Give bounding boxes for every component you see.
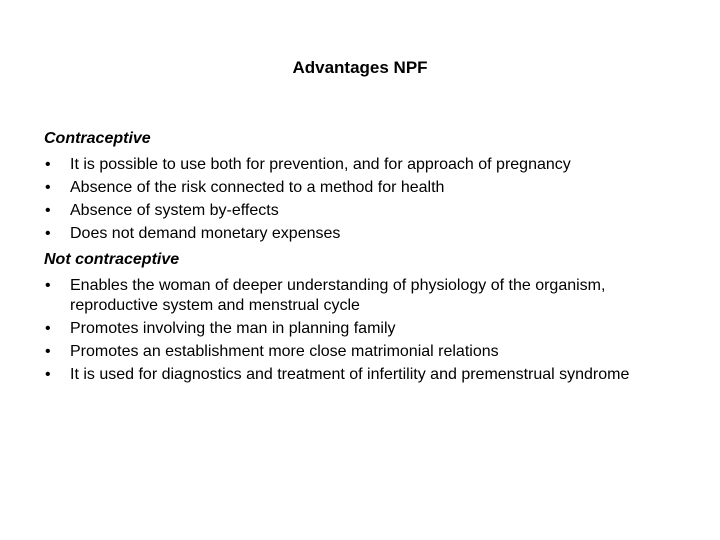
list-item: [44, 201, 694, 221]
slide-content: [44, 126, 694, 388]
list-item-text: Absence of system by-effects: [70, 202, 279, 219]
bullet-list: [44, 276, 694, 385]
list-item: [44, 365, 694, 385]
bullet-list: [44, 155, 694, 244]
list-item: [44, 155, 694, 175]
bullet-icon: •: [45, 225, 51, 242]
bullet-icon: •: [45, 320, 51, 337]
section-heading: Contraceptive: [44, 130, 151, 147]
list-item: [44, 342, 694, 362]
section-not-contraceptive: [44, 247, 694, 385]
slide-title: Advantages NPF: [292, 58, 428, 77]
bullet-icon: •: [45, 179, 51, 196]
list-item-text: Promotes involving the man in planning family: [70, 320, 396, 337]
bullet-icon: •: [45, 366, 51, 383]
bullet-icon: •: [45, 156, 51, 173]
section-heading: Not contraceptive: [44, 251, 180, 268]
list-item-text: Promotes an establishment more close matrimonial relations: [70, 343, 499, 360]
list-item-text: Enables the woman of deeper understanding of physiology of the organism, reproductive system and menstrual cycle: [70, 277, 606, 314]
list-item: [44, 224, 694, 244]
bullet-icon: •: [45, 202, 51, 219]
list-item-text: Absence of the risk connected to a method for health: [70, 179, 445, 196]
list-item-text: It is possible to use both for prevention, and for approach of pregnancy: [70, 156, 571, 173]
list-item-text: Does not demand monetary expenses: [70, 225, 341, 242]
list-item-text: It is used for diagnostics and treatment of infertility and premenstrual syndrome: [70, 366, 630, 383]
bullet-icon: •: [45, 277, 51, 294]
list-item: [44, 319, 694, 339]
section-contraceptive: [44, 126, 694, 244]
list-item: [44, 178, 694, 198]
list-item: [44, 276, 694, 316]
bullet-icon: •: [45, 343, 51, 360]
